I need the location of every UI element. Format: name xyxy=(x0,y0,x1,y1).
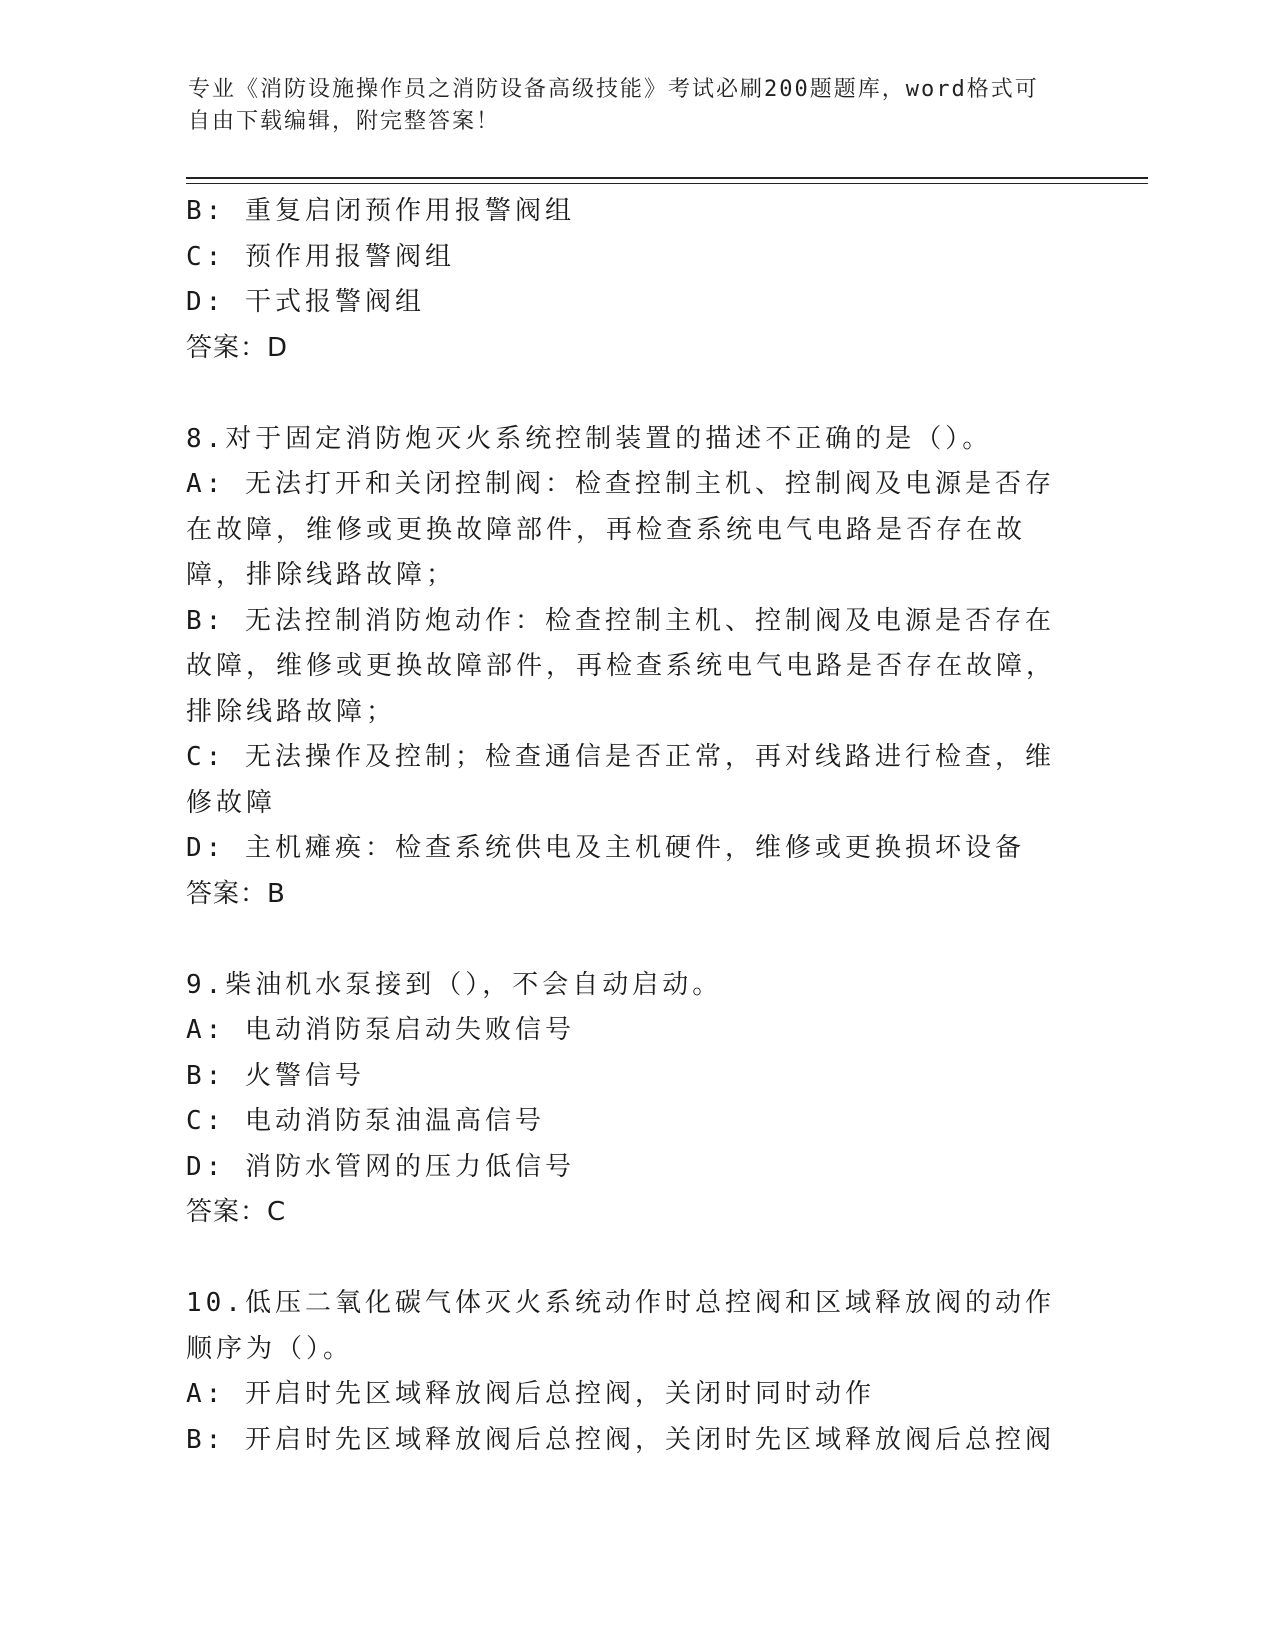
question-9 xyxy=(186,963,1076,1236)
question-content xyxy=(186,189,1076,1463)
spacer xyxy=(186,917,1076,963)
header-divider-thin xyxy=(186,183,1148,184)
option-b: B: 重复启闭预作用报警阀组 xyxy=(186,196,575,226)
option-c: C: 预作用报警阀组 xyxy=(186,241,455,272)
question-stem: 8.对于固定消防炮灭火系统控制装置的描述不正确的是（）。 xyxy=(186,423,993,454)
question-10 xyxy=(186,1281,1076,1463)
option-a: A: 开启时先区域释放阀后总控阀，关闭时同时动作 xyxy=(186,1379,875,1409)
option-d: D: 消防水管网的压力低信号 xyxy=(186,1151,575,1182)
document-header xyxy=(188,74,1068,138)
option-d: D: 主机瘫痪：检查系统供电及主机硬件，维修或更换损坏设备 xyxy=(186,833,1025,863)
question-8 xyxy=(186,417,1076,918)
option-a: A: 无法打开和关闭控制阀：检查控制主机、控制阀及电源是否存在故障，维修或更换故障部件，再检查系统电气电路是否存在故障，排除线路故障； xyxy=(186,469,1055,590)
question-7-continued xyxy=(186,189,1076,371)
question-stem: 9.柴油机水泵接到（），不会自动启动。 xyxy=(186,969,723,1000)
header-line-1: 专业《消防设施操作员之消防设备高级技能》考试必刷200题题库，word格式可 xyxy=(188,77,1039,102)
option-c: C: 无法操作及控制；检查通信是否正常，再对线路进行检查，维修故障 xyxy=(186,742,1055,818)
header-divider-thick xyxy=(186,177,1148,179)
answer-line: 答案：B xyxy=(186,878,286,909)
spacer xyxy=(186,1236,1076,1282)
option-b: B: 开启时先区域释放阀后总控阀，关闭时先区域释放阀后总控阀 xyxy=(186,1424,1055,1455)
option-b: B: 无法控制消防炮动作：检查控制主机、控制阀及电源是否存在故障，维修或更换故障部件，再检查系统电气电路是否存在故障，排除线路故障； xyxy=(186,605,1057,727)
spacer xyxy=(186,371,1076,417)
question-stem: 10.低压二氧化碳气体灭火系统动作时总控阀和区域释放阀的动作顺序为（）。 xyxy=(186,1288,1055,1364)
option-b: B: 火警信号 xyxy=(186,1060,365,1091)
option-d: D: 干式报警阀组 xyxy=(186,287,425,317)
answer-line: 答案：D xyxy=(186,332,289,363)
option-a: A: 电动消防泵启动失败信号 xyxy=(186,1015,575,1045)
answer-line: 答案：C xyxy=(186,1197,287,1227)
header-line-2: 自由下载编辑，附完整答案！ xyxy=(188,109,501,134)
option-c: C: 电动消防泵油温高信号 xyxy=(186,1106,545,1136)
